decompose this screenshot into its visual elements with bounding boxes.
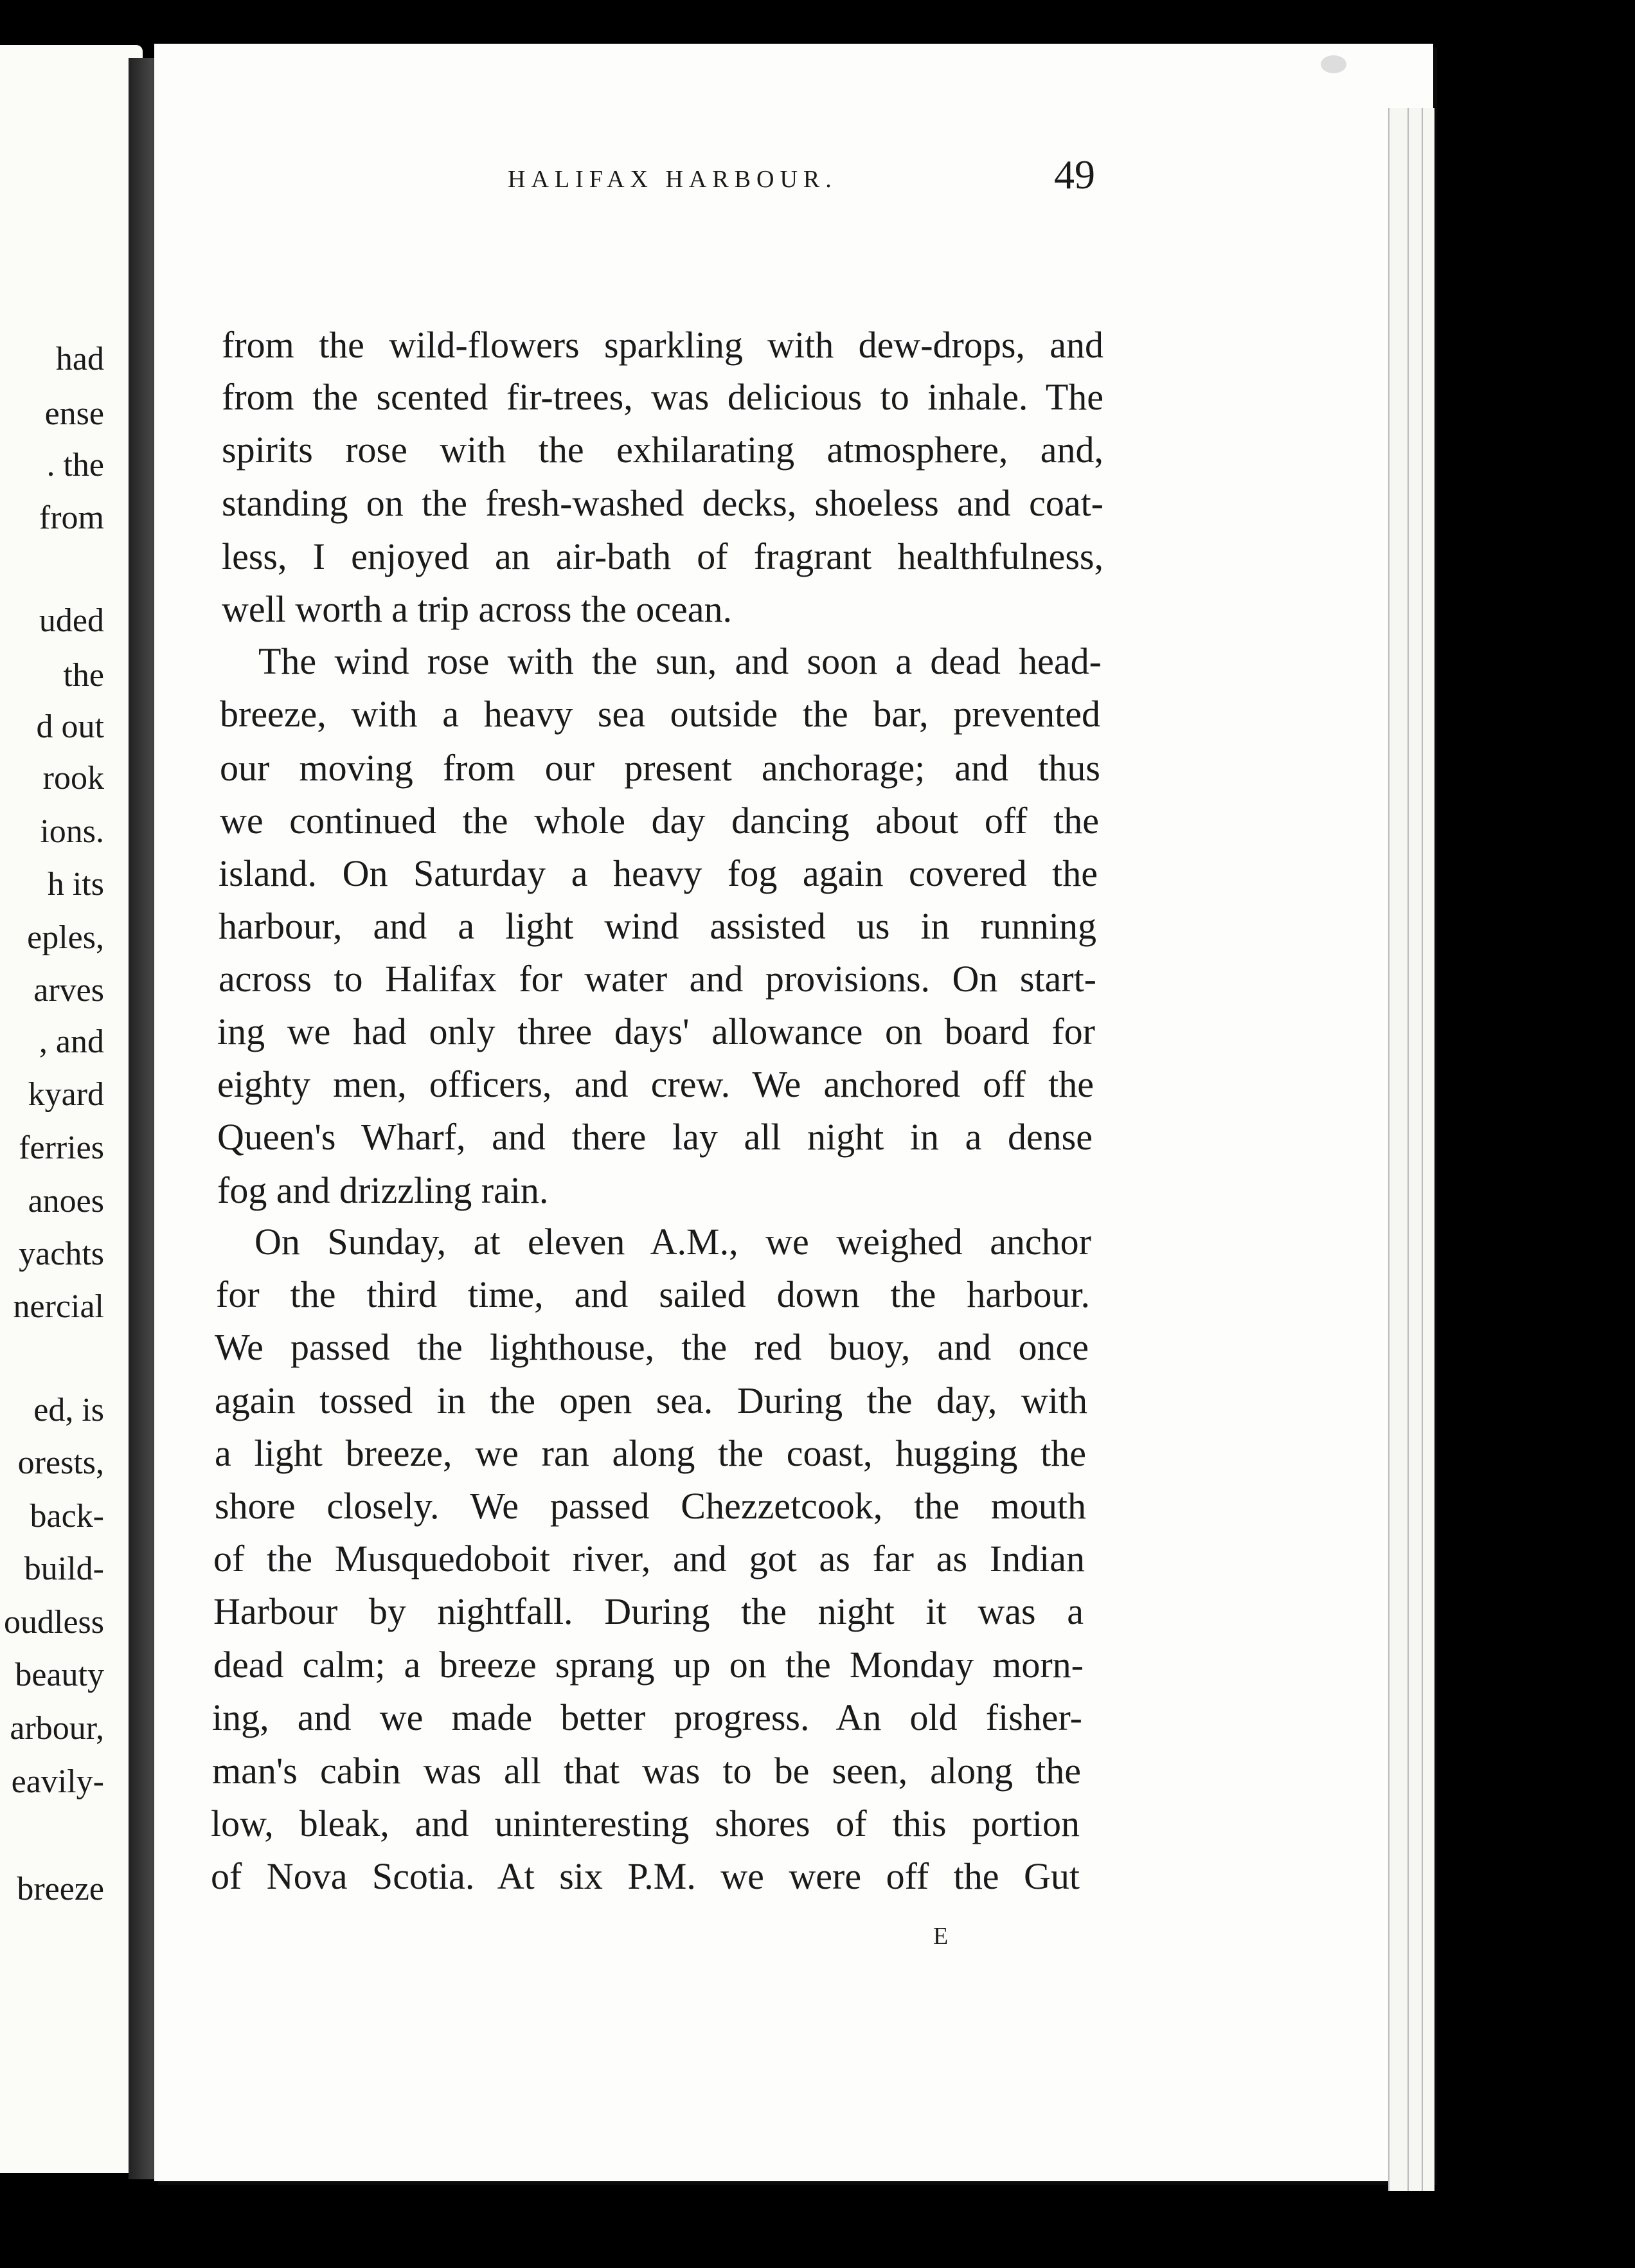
left-page-fragment: eples, [27,919,104,956]
text-line: We passed the lighthouse, the red buoy, and once [215,1326,1089,1368]
text-line: On Sunday, at eleven A.M., we weighed anchor [255,1221,1091,1263]
left-page-fragment: kyard [28,1076,104,1113]
left-page-fragment: anoes [28,1183,104,1220]
left-page-fragment: . the [46,447,104,483]
text-line: harbour, and a light wind assisted us in running [219,905,1096,947]
left-page-fragment: ed, is [33,1392,104,1428]
text-line: less, I enjoyed an air-bath of fragrant healthfulness, [222,536,1103,577]
text-line: shore closely. We passed Chezzetcook, the mouth [215,1485,1086,1527]
left-page-fragment: uded [39,602,104,639]
running-head [366,151,1105,209]
left-page-fragment: arbour, [10,1710,104,1747]
text-line: spirits rose with the exhilarating atmosphere, and, [222,429,1103,471]
text-line: dead calm; a breeze sprang up on the Monday morn- [213,1644,1084,1686]
text-line: for the third time, and sailed down the harbour. [216,1274,1090,1315]
left-page-fragment: beauty [15,1657,104,1693]
left-page-fragment: , and [39,1023,104,1060]
text-line: ing we had only three days' allowance on board for [217,1011,1095,1052]
text-line: across to Halifax for water and provisions. On start- [219,958,1096,1000]
text-line: low, bleak, and uninteresting shores of this portion [211,1803,1080,1844]
left-page-fragment: breeze [17,1871,104,1907]
signature-mark: E [933,1923,950,1950]
page-number: 49 [1054,152,1095,197]
running-title: HALIFAX HARBOUR. [508,166,837,193]
left-page-fragment: ions. [40,813,104,850]
page-edge [1388,108,1407,2191]
left-page-fragment: ense [44,395,104,432]
left-page-fragment: d out [36,708,104,745]
text-line: ing, and we made better progress. An old fisher- [212,1697,1082,1738]
left-page-fragment: h its [47,866,104,903]
text-line: of the Musquedoboit river, and got as far as Indian [213,1538,1085,1580]
page-edge [1407,108,1422,2191]
corner-blot [1321,55,1346,73]
text-line: man's cabin was all that was to be seen, along the [212,1750,1081,1792]
text-line: Queen's Wharf, and there lay all night in a dense [217,1116,1093,1158]
left-page-fragment: yachts [19,1236,104,1272]
text-line: fog and drizzling rain. [217,1169,549,1211]
left-page-fragment: back- [30,1498,104,1534]
left-page-fragment: oudless [4,1604,104,1641]
left-page-fragment: build- [24,1551,104,1587]
left-page-fragment: arves [33,972,104,1009]
left-page-fragment: from [39,500,104,536]
left-page-fragment: rook [42,760,104,797]
text-line: from the scented fir-trees, was delicious to inhale. The [222,376,1103,418]
text-line: a light breeze, we ran along the coast, hugging the [215,1432,1086,1474]
text-line: our moving from our present anchorage; and thus [220,747,1100,789]
text-line: from the wild-flowers sparkling with dew-drops, and [222,324,1103,366]
left-page-fragment: had [55,341,104,377]
left-page-fragment: the [63,657,104,694]
text-line: standing on the fresh-washed decks, shoeless and coat- [222,482,1103,524]
page-edge [1422,108,1434,2191]
text-line: of Nova Scotia. At six P.M. we were off the Gut [211,1855,1080,1897]
text-line: breeze, with a heavy sea outside the bar, prevented [220,693,1100,735]
text-line: we continued the whole day dancing about off the [220,800,1099,842]
text-line: Harbour by nightfall. During the night it was a [213,1590,1084,1632]
left-page-fragment: nercial [13,1288,104,1325]
text-line: island. On Saturday a heavy fog again covered the [219,852,1098,894]
text-line: eighty men, officers, and crew. We anchored off the [217,1063,1094,1105]
left-facing-page [0,45,143,2173]
text-line: The wind rose with the sun, and soon a dead head- [258,640,1102,682]
left-page-fragment: eavily- [11,1763,104,1800]
left-page-fragment: orests, [17,1444,104,1481]
text-line: again tossed in the open sea. During the day, with [215,1380,1087,1421]
left-page-fragment: ferries [19,1130,104,1166]
text-line: well worth a trip across the ocean. [222,588,732,630]
